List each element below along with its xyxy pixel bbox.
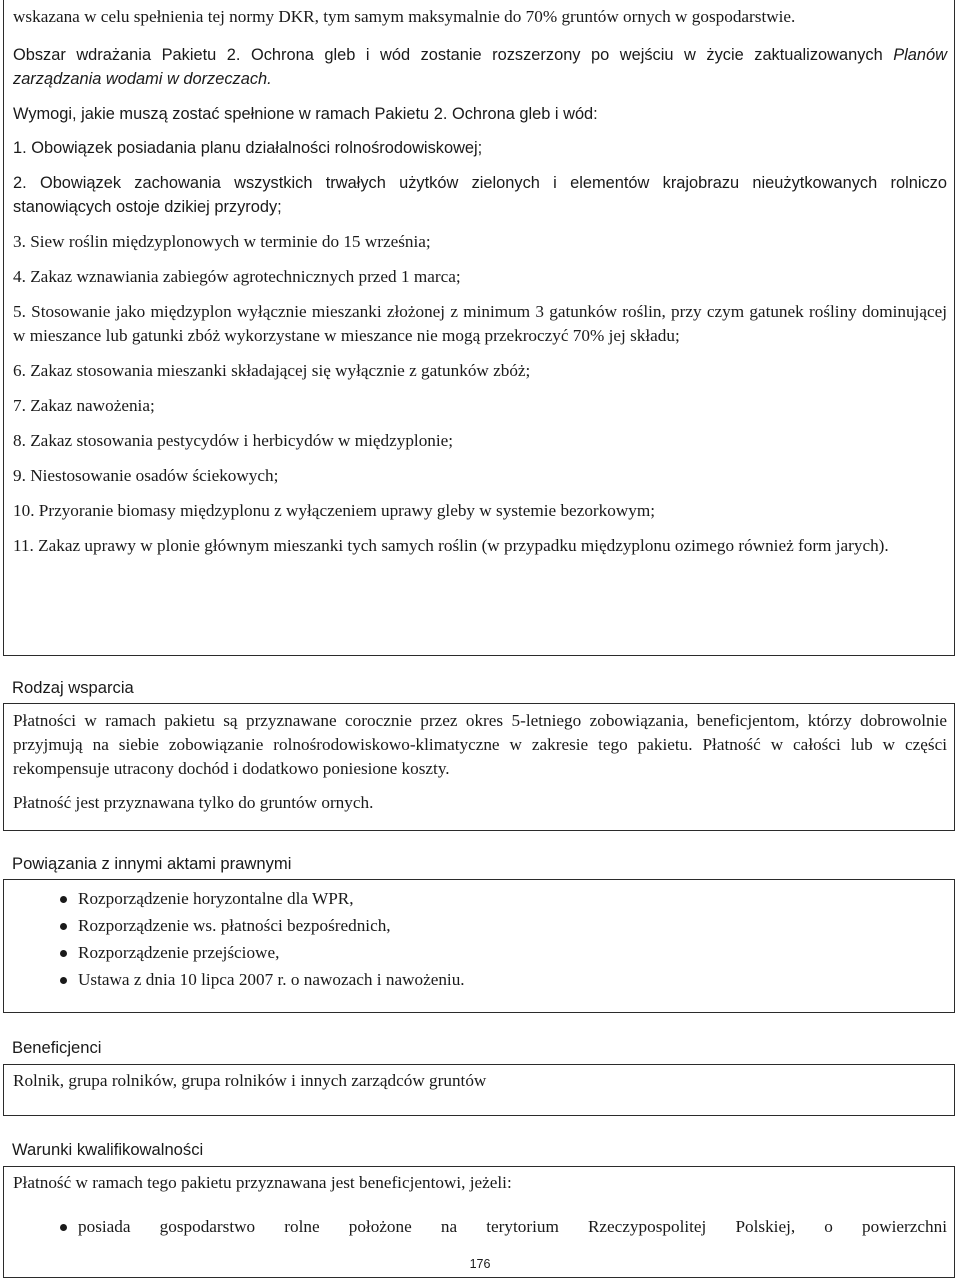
bullet-icon <box>60 1224 67 1231</box>
list-item: 10. Przyoranie biomasy międzyplonu z wyłączeniem uprawy gleby w systemie bezorkowym; <box>13 501 655 520</box>
list-item: Rozporządzenie ws. płatności bezpośrednich, <box>13 914 947 938</box>
beneficjenci-text: Rolnik, grupa rolników, grupa rolników i innych zarządców gruntów <box>13 1071 487 1090</box>
warunki-list <box>13 1215 947 1239</box>
list-item: posiada gospodarstwo rolne położone na terytorium Rzeczypospolitej Polskiej, o powierzchni <box>13 1215 947 1239</box>
area-paragraph <box>13 43 947 91</box>
beneficjenci-heading: Beneficjenci <box>12 1038 102 1057</box>
beneficjenci-box <box>3 1064 955 1116</box>
page-number: 176 <box>469 1257 491 1271</box>
bullet-icon <box>60 950 67 957</box>
list-item: 4. Zakaz wznawiania zabiegów agrotechnicznych przed 1 marca; <box>13 267 461 286</box>
list-item: 11. Zakaz uprawy w plonie głównym mieszanki tych samych roślin (w przypadku międzyplonu ozimego również form jarych). <box>13 536 889 555</box>
bullet-icon <box>60 896 67 903</box>
list-item: 6. Zakaz stosowania mieszanki składającej się wyłącznie z gatunków zbóż; <box>13 361 531 380</box>
list-item: 8. Zakaz stosowania pestycydów i herbicydów w międzyplonie; <box>13 431 454 450</box>
powiazania-heading: Powiązania z innymi aktami prawnymi <box>12 854 292 873</box>
list-item: Rozporządzenie przejściowe, <box>13 941 947 965</box>
list-item: 7. Zakaz nawożenia; <box>13 396 155 415</box>
powiazania-list <box>13 887 947 992</box>
warunki-heading: Warunki kwalifikowalności <box>12 1140 204 1159</box>
list-item: 1. Obowiązek posiadania planu działalności rolnośrodowiskowej; <box>13 139 483 157</box>
warunki-intro: Płatność w ramach tego pakietu przyznawana jest beneficjentowi, jeżeli: <box>13 1173 512 1192</box>
list-item: 3. Siew roślin międzyplonowych w terminie do 15 września; <box>13 232 431 251</box>
list-item: Ustawa z dnia 10 lipca 2007 r. o nawozach i nawożeniu. <box>13 968 947 992</box>
rodzaj-wsparcia-paragraph: Płatności w ramach pakietu są przyznawane corocznie przez okres 5-letniego zobowiązania, beneficjentom, którzy dobrowolnie przyjmują na siebie zobowiązanie rolnośrodowiskowo-klimatyczne w zakresie tego pakietu. Płatność w całości lub w części rekompensuje utracony dochód i dodatkowo poniesione koszty. <box>13 711 947 778</box>
intro-paragraph: wskazana w celu spełnienia tej normy DKR, tym samym maksymalnie do 70% gruntów ornych w gospodarstwie. <box>13 7 796 26</box>
bullet-icon <box>60 923 67 930</box>
area-text-italic: Planów zarządzania wodami w dorzeczach. <box>13 46 947 88</box>
rodzaj-wsparcia-heading: Rodzaj wsparcia <box>12 678 134 697</box>
powiazania-box <box>3 879 955 1013</box>
rodzaj-wsparcia-note: Płatność jest przyznawana tylko do gruntów ornych. <box>13 793 374 812</box>
rodzaj-wsparcia-box <box>3 703 955 831</box>
list-item: 5. Stosowanie jako międzyplon wyłącznie mieszanki złożonej z minimum 3 gatunków roślin, przy czym gatunek rośliny dominującej w mieszance lub gatunki zbóż wykorzystane w mieszance nie mogą przekroczyć 70% jej składu; <box>13 302 947 345</box>
list-item: 2. Obowiązek zachowania wszystkich trwałych użytków zielonych i elementów krajobrazu nieużytkowanych rolniczo stanowiących ostoje dzikiej przyrody; <box>13 174 947 216</box>
list-item: 9. Niestosowanie osadów ściekowych; <box>13 466 279 485</box>
area-text: Obszar wdrażania Pakietu 2. Ochrona gleb i wód zostanie rozszerzony po wejściu w życie zaktualizowanych <box>13 46 894 64</box>
requirements-list <box>13 136 947 558</box>
requirements-box <box>3 0 955 656</box>
bullet-icon <box>60 977 67 984</box>
requirements-header: Wymogi, jakie muszą zostać spełnione w ramach Pakietu 2. Ochrona gleb i wód: <box>13 105 598 123</box>
list-item: Rozporządzenie horyzontalne dla WPR, <box>13 887 947 911</box>
